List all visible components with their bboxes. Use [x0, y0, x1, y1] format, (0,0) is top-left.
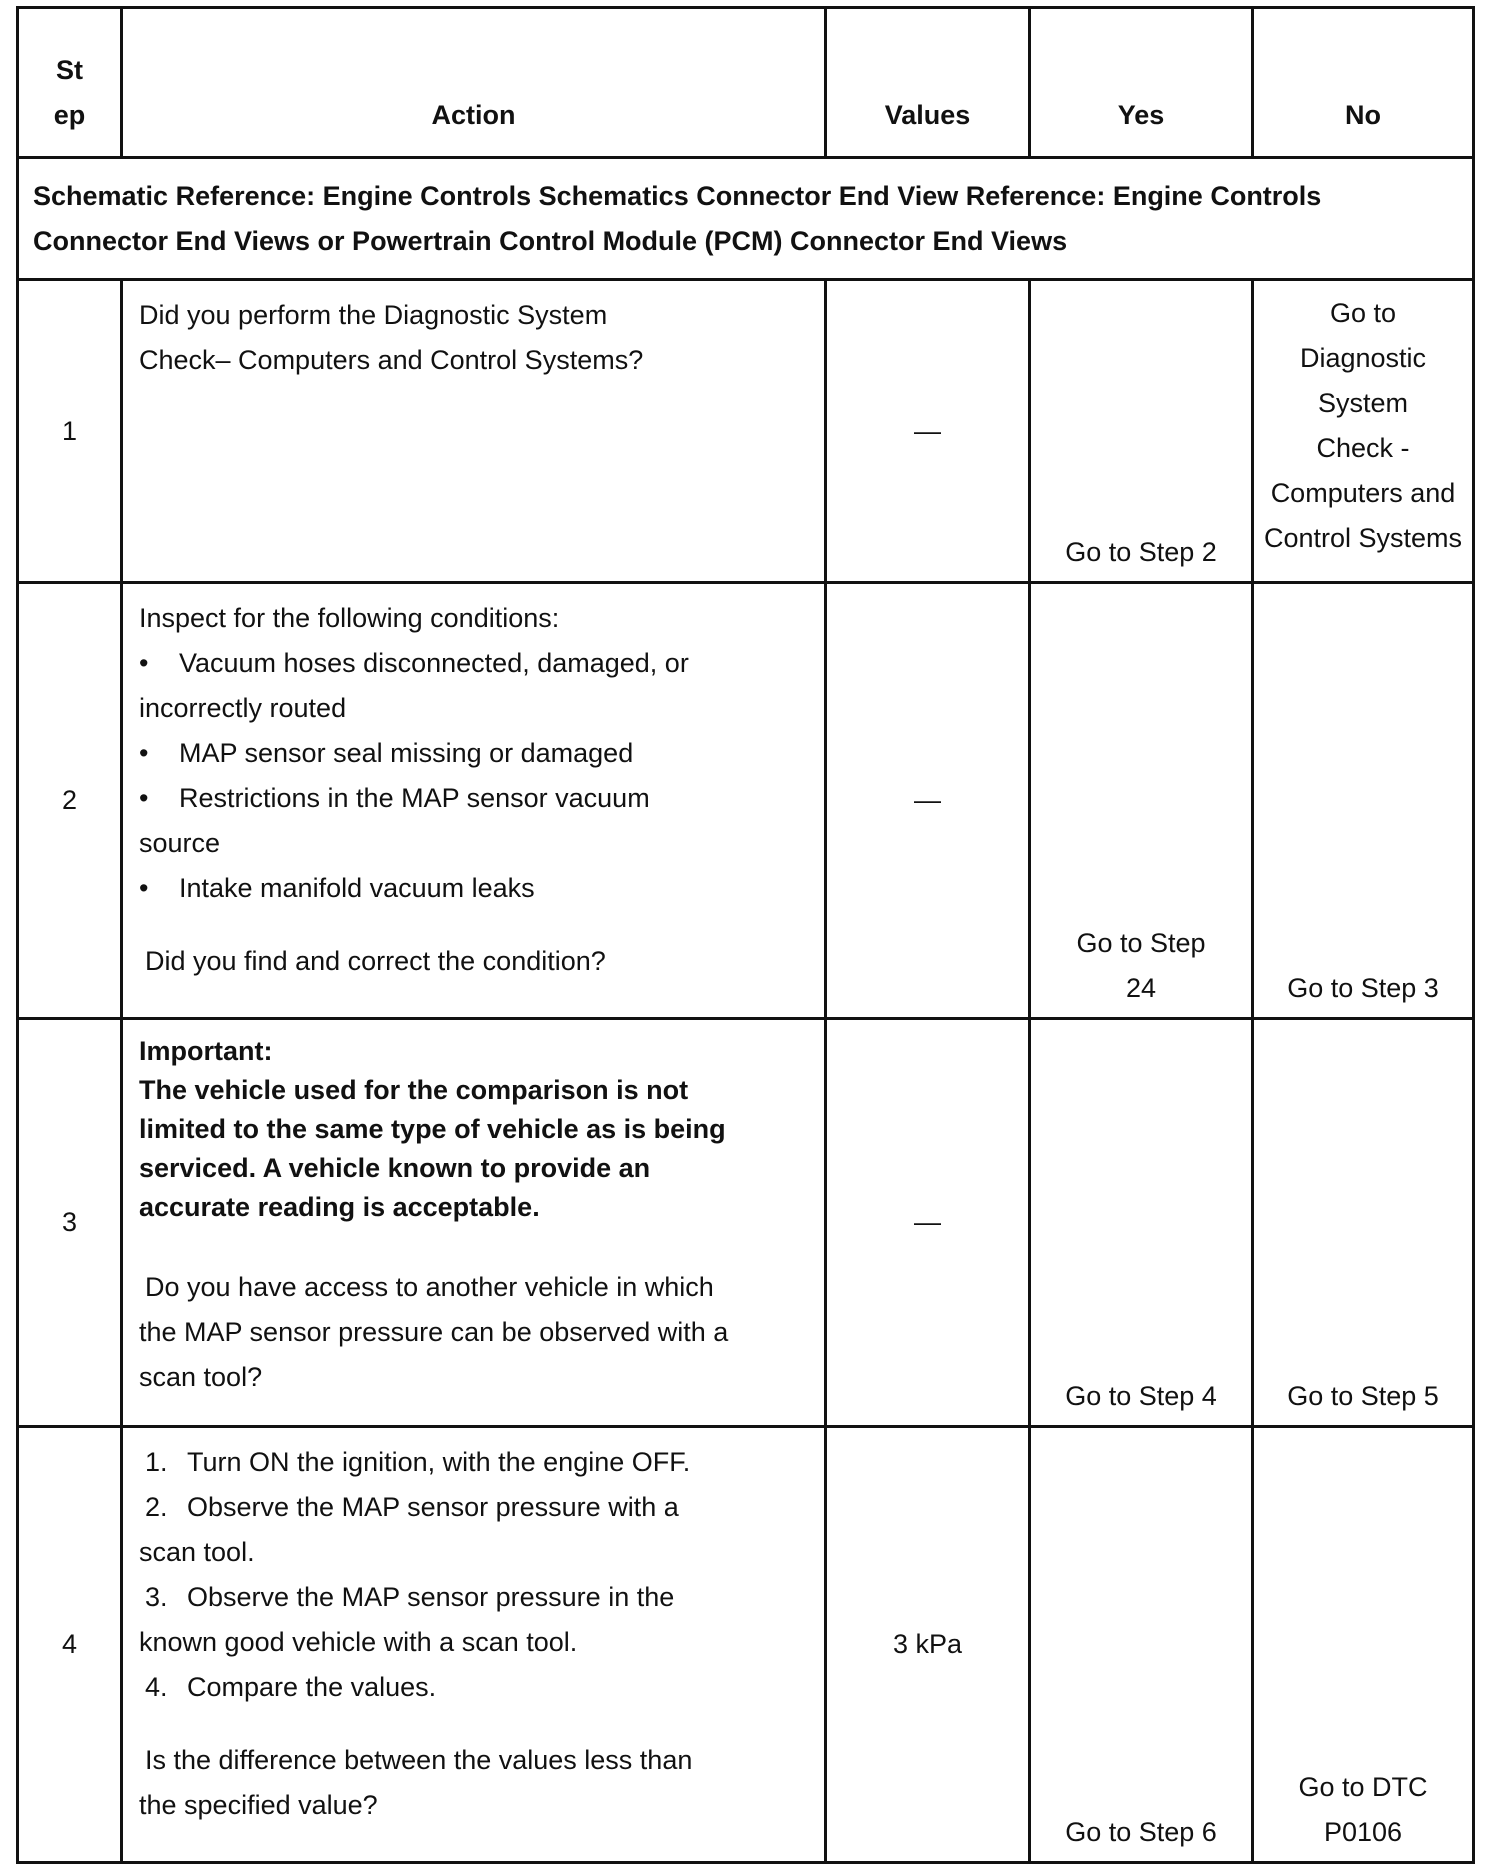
header-action: Action [122, 8, 826, 158]
header-row [18, 8, 1474, 158]
step-row-4 [18, 1427, 1474, 1863]
reference-cell: Schematic Reference: Engine Controls Schematics Connector End View Reference: Engine Controls Connector End Views or Powertrain Control Module (PCM) Connector End Views [18, 158, 1474, 280]
question: Is the difference between the values less than [145, 1745, 693, 1775]
step-row-2 [18, 583, 1474, 1019]
value-cell: — [826, 583, 1030, 1019]
reference-row [18, 158, 1474, 280]
numbered-item: 3. Observe the MAP sensor pressure in the [145, 1582, 675, 1612]
no-cell: Go to Step 5 [1253, 1019, 1474, 1427]
question: Did you find and correct the condition? [145, 946, 606, 976]
step-number: 4 [18, 1427, 122, 1863]
header-values: Values [826, 8, 1030, 158]
action-cell: Inspect for the following conditions: • Vacuum hoses disconnected, damaged, or incorrectly routed • MAP sensor seal missing or damaged • Restrictions in the MAP sensor vacuum source • Intake manifold vacuum leaks Did you find and correct the condition? [122, 583, 826, 1019]
numbered-item: 2. Observe the MAP sensor pressure with a [145, 1492, 679, 1522]
value-cell: — [826, 280, 1030, 583]
diagnostic-table [16, 6, 1475, 1864]
value-cell: 3 kPa [826, 1427, 1030, 1863]
yes-cell: Go to Step 2 [1030, 280, 1253, 583]
no-cell: Go to DTC P0106 [1253, 1427, 1474, 1863]
bullet-icon: • [139, 648, 149, 678]
bullet-item: • Vacuum hoses disconnected, damaged, or [139, 641, 808, 686]
bullet-item: • Restrictions in the MAP sensor vacuum [139, 776, 808, 821]
bullet-item: • MAP sensor seal missing or damaged [139, 731, 808, 776]
action-cell: Did you perform the Diagnostic System Check– Computers and Control Systems? [122, 280, 826, 583]
numbered-item: 1. Turn ON the ignition, with the engine OFF. [145, 1447, 691, 1477]
bullet-icon: • [139, 738, 149, 768]
header-yes: Yes [1030, 8, 1253, 158]
yes-cell: Go to Step 4 [1030, 1019, 1253, 1427]
important-label: Important: [139, 1036, 273, 1066]
numbered-item: 4. Compare the values. [145, 1672, 437, 1702]
no-cell: Go to Step 3 [1253, 583, 1474, 1019]
header-no: No [1253, 8, 1474, 158]
bullet-icon: • [139, 783, 149, 813]
value-cell: — [826, 1019, 1030, 1427]
question: Do you have access to another vehicle in which [145, 1272, 714, 1302]
yes-cell: Go to Step 24 [1030, 583, 1253, 1019]
step-number: 3 [18, 1019, 122, 1427]
step-number: 2 [18, 583, 122, 1019]
bullet-icon: • [139, 873, 149, 903]
yes-cell: Go to Step 6 [1030, 1427, 1253, 1863]
step-number: 1 [18, 280, 122, 583]
bullet-item: • Intake manifold vacuum leaks [139, 866, 808, 911]
action-cell: Important: The vehicle used for the comparison is not limited to the same type of vehicle as is being serviced. A vehicle known to provide an accurate reading is acceptable. Do you have access to another vehicle in which the MAP sensor pressure can be observed with a scan tool? [122, 1019, 826, 1427]
step-row-1 [18, 280, 1474, 583]
step-row-3 [18, 1019, 1474, 1427]
action-cell: 1. Turn ON the ignition, with the engine OFF. 2. Observe the MAP sensor pressure with a scan tool. 3. Observe the MAP sensor pressure in the known good vehicle with a scan tool. 4. Compare the values. Is the difference between the values less than the specified value? [122, 1427, 826, 1863]
no-cell: Go to Diagnostic System Check - Computers and Control Systems [1253, 280, 1474, 583]
header-step: St ep [18, 8, 122, 158]
